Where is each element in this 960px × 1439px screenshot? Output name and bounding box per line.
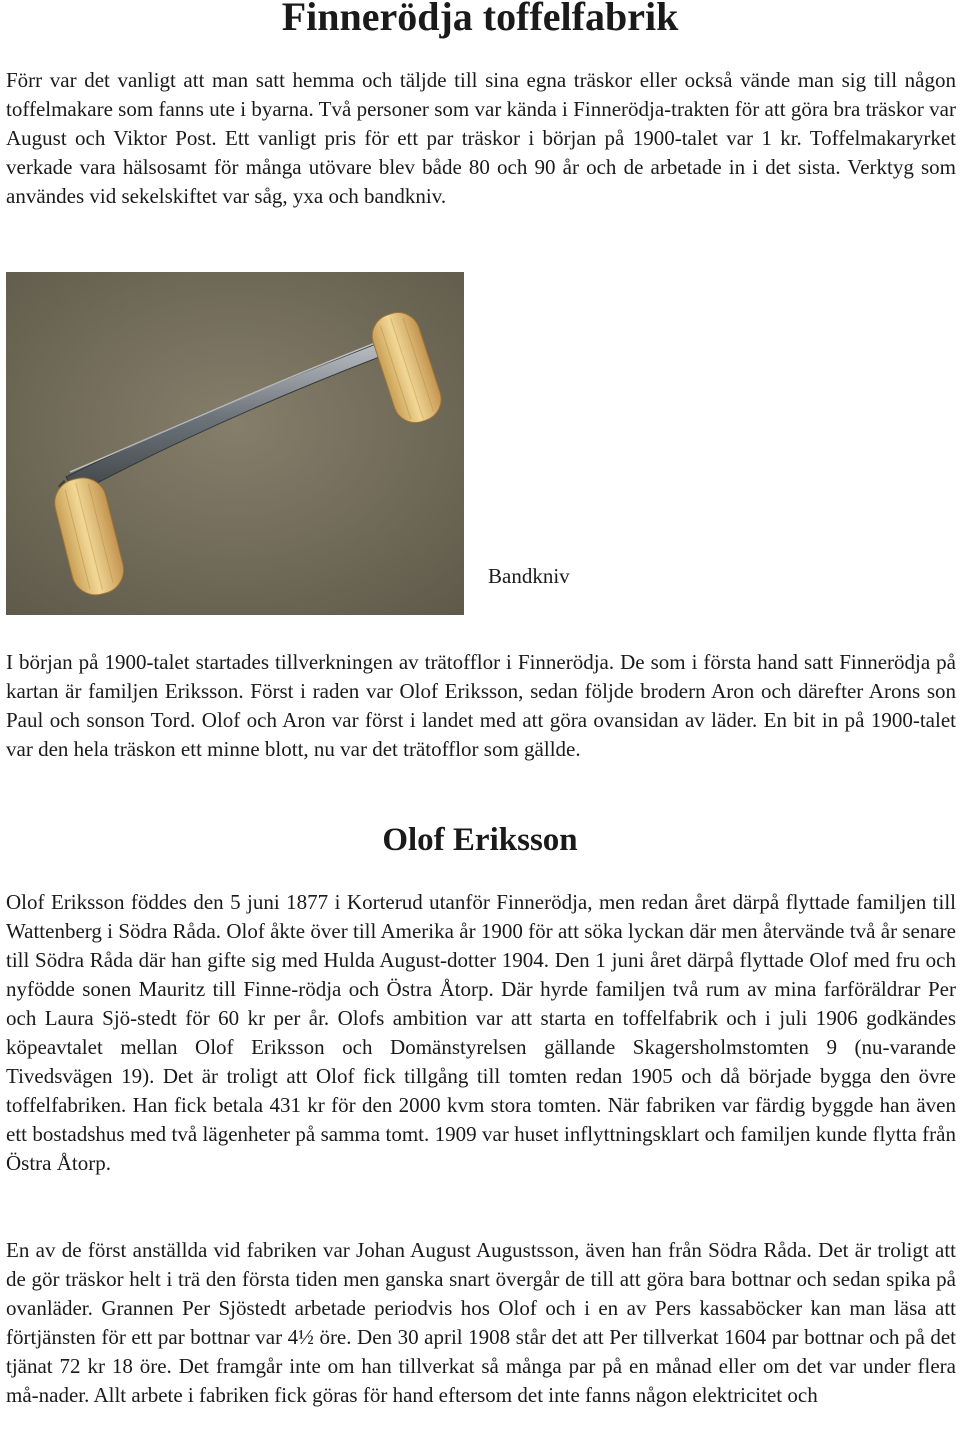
- drawknife-photo: [6, 272, 464, 615]
- olof-paragraph-1: Olof Eriksson föddes den 5 juni 1877 i Korterud utanför Finnerödja, men redan året därpå flyttade familjen till Wattenberg i Södra Råda. Olof åkte över till Amerika år 1900 för att söka lyckan där men återvände två år senare till Södra Råda där han gifte sig med Hulda August-dotter 1904. Den 1 juni året därpå flyttade Olof med fru och nyfödde sonen Mauritz till Finne-rödja och Östra Åtorp. Där hyrde familjen två rum av mina farföräldrar Per och Laura Sjö-stedt för 60 kr per år. Olofs ambition var att starta en toffelfabrik och i juli 1906 godkändes köpeavtalet mellan Olof Eriksson och Domänstyrelsen gällande Skagersholmstomten 9 (nu-varande Tivedsvägen 19). Det är troligt att Olof fick tillgång till tomten redan 1905 och då började bygga den övre toffelfabriken. Han fick betala 431 kr för den 2000 kvm stora tomten. När fabriken var färdig byggde han även ett bostadshus med två lägenheter på samma tomt. 1909 var huset inflyttningsklart och familjen kunde flytta från Östra Åtorp.: [6, 890, 956, 1175]
- photo-caption: Bandkniv: [488, 564, 570, 588]
- drawknife-icon: [6, 272, 464, 615]
- intro-paragraph: Förr var det vanligt att man satt hemma och täljde till sina egna träskor eller också vände man sig till någon toffelmakare som fanns ute i byarna. Två personer som var kända i Finnerödja-trakten för att göra bra träskor var August och Viktor Post. Ett vanligt pris för ett par träskor i början på 1900-talet var 1 kr. Toffelmakaryrket verkade vara hälsosamt för många utövare blev både 80 och 90 år och de arbetade in i det sista. Verktyg som användes vid sekelskiftet var såg, yxa och bandkniv.: [6, 68, 956, 208]
- history-paragraph: I början på 1900-talet startades tillverkningen av trätofflor i Finnerödja. De som i första hand satt Finnerödja på kartan är familjen Eriksson. Först i raden var Olof Eriksson, sedan följde brodern Aron och därefter Arons son Paul och sonson Tord. Olof och Aron var först i landet med att göra ovansidan av läder. En bit in på 1900-talet var den hela träskon ett minne blott, nu var det trätofflor som gällde.: [6, 650, 956, 761]
- page-title: Finnerödja toffelfabrik: [281, 0, 679, 39]
- section-title: Olof Eriksson: [382, 822, 578, 858]
- olof-paragraph-2: En av de först anställda vid fabriken var Johan August Augustsson, även han från Södra Råda. Det är troligt att de gör träskor helt i trä den första tiden men ganska snart övergår de till att göra bara bottnar och sedan spika på ovanläder. Grannen Per Sjöstedt arbetade periodvis hos Olof och i en av Pers kassaböcker kan man läsa att förtjänsten för ett par bottnar var 4½ öre. Den 30 april 1908 står det att Per tillverkat 1604 par bottnar och på det tjänat 72 kr 18 öre. Det framgår inte om han tillverkat så många par på en månad eller om det var under flera må-nader. Allt arbete i fabriken fick göras för hand eftersom det inte fanns någon elektricitet och: [6, 1238, 956, 1407]
